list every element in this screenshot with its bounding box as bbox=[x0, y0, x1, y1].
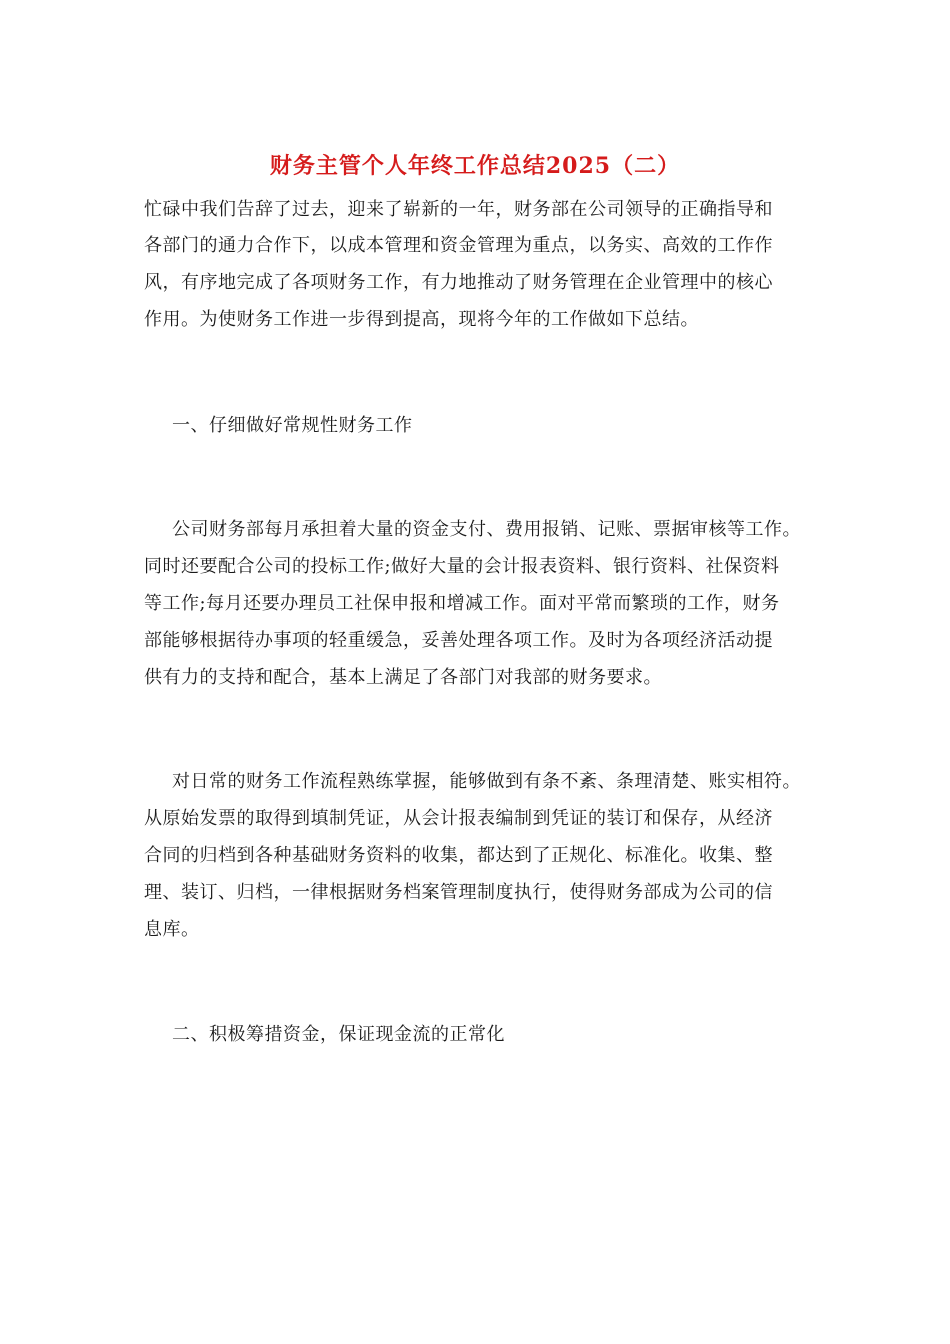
para1-line-1: 公司财务部每月承担着大量的资金支付、费用报销、记账、票据审核等工作。 bbox=[172, 519, 801, 540]
para2-line-5: 息库。 bbox=[144, 919, 200, 940]
section-heading-1: 一、仔细做好常规性财务工作 bbox=[172, 415, 413, 436]
para1-line-5: 供有力的支持和配合，基本上满足了各部门对我部的财务要求。 bbox=[144, 667, 662, 688]
para2-line-4: 理、装订、归档，一律根据财务档案管理制度执行，使得财务部成为公司的信 bbox=[144, 882, 773, 903]
intro-line-1: 忙碌中我们告辞了过去，迎来了崭新的一年，财务部在公司领导的正确指导和 bbox=[144, 199, 773, 220]
intro-line-4: 作用。为使财务工作进一步得到提高，现将今年的工作做如下总结。 bbox=[144, 309, 699, 330]
para2-line-2: 从原始发票的取得到填制凭证，从会计报表编制到凭证的装订和保存，从经济 bbox=[144, 808, 773, 829]
para1-line-4: 部能够根据待办事项的轻重缓急，妥善处理各项工作。及时为各项经济活动提 bbox=[144, 630, 773, 651]
para1-line-3: 等工作;每月还要办理员工社保申报和增减工作。面对平常而繁琐的工作，财务 bbox=[144, 593, 780, 614]
para2-line-1: 对日常的财务工作流程熟练掌握，能够做到有条不紊、条理清楚、账实相符。 bbox=[172, 771, 801, 792]
intro-line-3: 风，有序地完成了各项财务工作，有力地推动了财务管理在企业管理中的核心 bbox=[144, 272, 773, 293]
section-heading-2: 二、积极筹措资金，保证现金流的正常化 bbox=[172, 1024, 505, 1045]
para1-line-2: 同时还要配合公司的投标工作;做好大量的会计报表资料、银行资料、社保资料 bbox=[144, 556, 780, 577]
document-title: 财务主管个人年终工作总结2025（二） bbox=[269, 153, 681, 179]
para2-line-3: 合同的归档到各种基础财务资料的收集，都达到了正规化、标准化。收集、整 bbox=[144, 845, 773, 866]
intro-line-2: 各部门的通力合作下，以成本管理和资金管理为重点，以务实、高效的工作作 bbox=[144, 235, 773, 256]
